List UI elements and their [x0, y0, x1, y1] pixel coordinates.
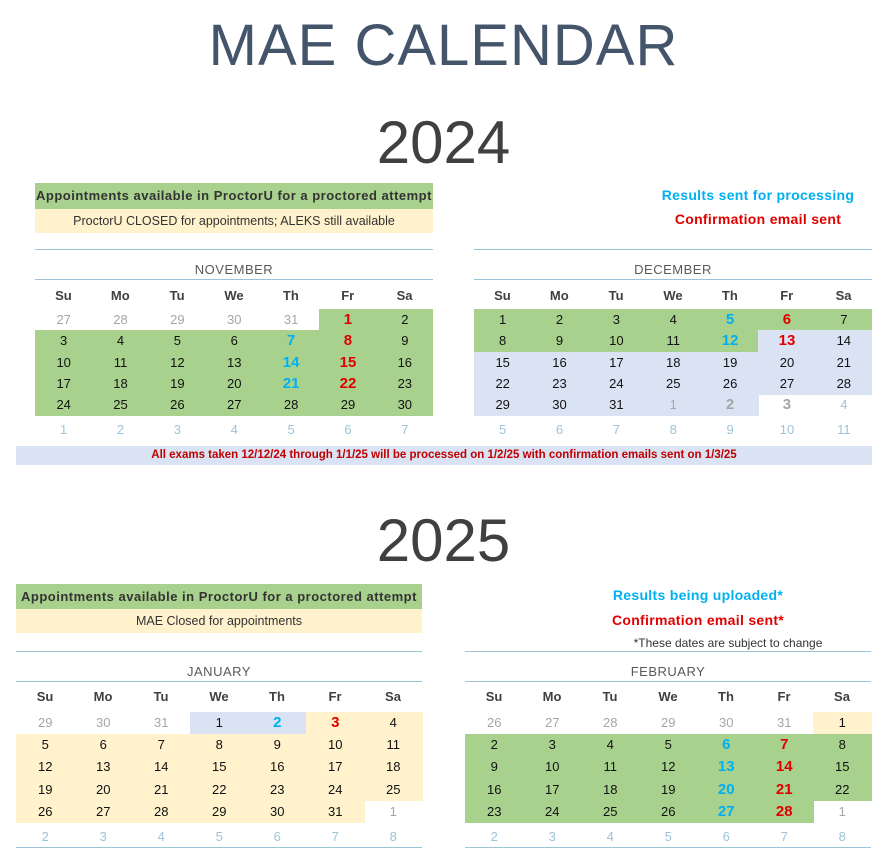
day-cell: 31	[588, 394, 645, 416]
day-cell: 17	[306, 756, 365, 779]
note-results-2025: Results being uploaded*	[612, 587, 784, 603]
day-cell: 29	[190, 801, 249, 824]
day-cell: 12	[16, 756, 75, 779]
weekday-header: Th	[718, 689, 734, 704]
legend-available-2025: Appointments available in ProctorU for a proctored attempt	[16, 584, 422, 610]
day-cell: 4	[645, 309, 702, 331]
day-cell: 9	[376, 330, 433, 352]
day-cell: 24	[306, 779, 365, 802]
day-cell: 30	[96, 715, 111, 730]
day-cell: 4	[230, 421, 238, 437]
day-cell: 5	[287, 421, 295, 437]
day-cell: 1	[813, 712, 872, 735]
day-cell: 16	[465, 779, 524, 802]
day-cell: 7	[132, 734, 191, 757]
day-cell: 3	[523, 734, 582, 757]
day-cell: 27	[206, 394, 263, 416]
day-cell: 7	[262, 330, 319, 352]
day-cell: 16	[248, 756, 307, 779]
day-cell: 1	[645, 394, 702, 416]
day-cell: 17	[588, 352, 645, 374]
weekday-header: Mo	[542, 689, 562, 704]
day-cell: 20	[697, 779, 756, 802]
day-cell: 16	[376, 352, 433, 374]
weekday-header: Su	[55, 288, 72, 303]
day-cell: 29	[170, 312, 185, 327]
day-cell: 27	[697, 801, 756, 824]
weekday-header: We	[224, 288, 244, 303]
day-cell: 20	[758, 352, 815, 374]
day-cell: 31	[283, 312, 299, 327]
calendar-top-rule	[465, 651, 871, 652]
day-cell: 22	[190, 779, 249, 802]
day-cell: 29	[319, 394, 376, 416]
day-cell: 15	[190, 756, 249, 779]
day-cell: 24	[35, 394, 92, 416]
day-cell: 7	[401, 421, 409, 437]
day-cell: 5	[16, 734, 75, 757]
day-cell: 26	[639, 801, 698, 824]
weekday-header: Fr	[341, 288, 355, 303]
day-cell: 4	[606, 829, 614, 844]
day-cell: 1	[60, 421, 68, 437]
weekday-header: Sa	[385, 689, 401, 704]
day-cell: 2	[531, 309, 588, 331]
weekday-header: We	[658, 689, 678, 704]
day-cell: 21	[262, 373, 319, 395]
weekday-header: Fr	[777, 689, 791, 704]
calendar-january	[16, 651, 422, 851]
day-cell: 7	[612, 421, 620, 437]
note-results: Results sent for processing	[661, 187, 855, 203]
day-cell: 10	[779, 421, 795, 437]
day-cell: 2	[376, 309, 433, 331]
day-cell: 29	[661, 715, 676, 730]
day-cell: 4	[157, 829, 165, 844]
weekday-header: Tu	[608, 288, 624, 303]
day-cell: 5	[664, 829, 672, 844]
day-cell: 1	[389, 803, 397, 819]
day-cell: 27	[74, 801, 133, 824]
day-cell: 4	[364, 712, 423, 735]
day-cell: 13	[206, 352, 263, 374]
day-cell: 19	[639, 779, 698, 802]
day-cell: 14	[132, 756, 191, 779]
weekday-header: Th	[721, 288, 738, 303]
day-cell: 6	[206, 330, 263, 352]
day-cell: 14	[755, 756, 814, 779]
weekday-header: We	[209, 689, 229, 704]
day-cell: 2	[465, 734, 524, 757]
day-cell: 23	[248, 779, 307, 802]
day-cell: 8	[669, 421, 677, 437]
day-cell: 11	[92, 352, 149, 374]
weekday-header: Tu	[602, 689, 618, 704]
day-cell: 25	[581, 801, 640, 824]
day-cell: 6	[344, 421, 352, 437]
day-cell: 25	[645, 373, 702, 395]
calendar-bottom-rule	[16, 847, 422, 848]
day-cell: 18	[92, 373, 149, 395]
day-cell: 5	[215, 829, 223, 844]
day-cell: 11	[645, 330, 702, 352]
day-cell: 9	[465, 756, 524, 779]
day-cell: 15	[319, 352, 376, 374]
day-cell: 15	[813, 756, 872, 779]
day-cell: 3	[588, 309, 645, 331]
day-cell: 12	[149, 352, 206, 374]
day-cell: 1	[319, 309, 376, 331]
day-cell: 6	[273, 829, 281, 844]
day-cell: 9	[531, 330, 588, 352]
day-cell: 6	[74, 734, 133, 757]
month-label: FEBRUARY	[630, 664, 706, 679]
day-cell: 4	[92, 330, 149, 352]
day-cell: 17	[523, 779, 582, 802]
day-cell: 17	[35, 373, 92, 395]
day-cell: 6	[555, 421, 564, 437]
day-cell: 19	[16, 779, 75, 802]
day-cell: 31	[154, 715, 169, 730]
day-cell: 30	[248, 801, 307, 824]
legend-available: Appointments available in ProctorU for a proctored attempt	[35, 183, 433, 209]
day-cell: 28	[603, 715, 618, 730]
weekday-header: We	[663, 288, 683, 303]
day-cell: 26	[487, 715, 502, 730]
processing-banner: All exams taken 12/12/24 through 1/1/25 will be processed on 1/2/25 with confirmation emails sent on 1/3/25	[16, 446, 872, 465]
weekday-header: Fr	[328, 689, 342, 704]
day-cell: 29	[38, 715, 53, 730]
day-cell: 5	[701, 309, 758, 331]
calendar-top-rule	[16, 651, 422, 652]
calendar-top-rule	[474, 249, 872, 250]
day-cell: 2	[248, 712, 307, 735]
day-cell: 21	[755, 779, 814, 802]
day-cell: 10	[523, 756, 582, 779]
calendar-november	[35, 249, 433, 444]
day-cell: 28	[113, 312, 128, 327]
day-cell: 30	[719, 715, 734, 730]
day-cell: 3	[306, 712, 365, 735]
day-cell: 30	[227, 312, 242, 327]
day-cell: 24	[588, 373, 645, 395]
day-cell: 5	[499, 421, 507, 437]
day-cell: 22	[319, 373, 376, 395]
day-cell: 13	[74, 756, 133, 779]
day-cell: 15	[474, 352, 531, 374]
day-cell: 8	[813, 734, 872, 757]
day-cell: 3	[782, 396, 792, 414]
day-cell: 22	[813, 779, 872, 802]
weekday-header: Sa	[834, 689, 850, 704]
calendar-february	[465, 651, 871, 851]
note-subject-to-change: *These dates are subject to change	[633, 636, 823, 650]
day-cell: 7	[331, 829, 339, 844]
month-rule	[474, 279, 872, 280]
day-cell: 24	[523, 801, 582, 824]
day-cell: 11	[364, 734, 423, 757]
day-cell: 26	[149, 394, 206, 416]
day-cell: 6	[722, 829, 730, 844]
weekday-header: Mo	[93, 689, 113, 704]
day-cell: 1	[474, 309, 531, 331]
day-cell: 8	[389, 829, 397, 844]
day-cell: 13	[697, 756, 756, 779]
day-cell: 7	[755, 734, 814, 757]
day-cell: 23	[465, 801, 524, 824]
day-cell: 26	[16, 801, 75, 824]
day-cell: 30	[531, 394, 588, 416]
calendar-top-rule	[35, 249, 433, 250]
day-cell: 18	[364, 756, 423, 779]
month-rule	[35, 279, 433, 280]
weekday-header: Fr	[780, 288, 794, 303]
day-cell: 10	[306, 734, 365, 757]
day-cell: 1	[838, 803, 846, 819]
day-cell: 27	[545, 715, 560, 730]
day-cell: 3	[99, 829, 107, 844]
day-cell: 18	[581, 779, 640, 802]
weekday-header: Tu	[153, 689, 169, 704]
day-cell: 1	[190, 712, 249, 735]
page-title: MAE CALENDAR	[208, 13, 679, 78]
day-cell: 29	[474, 394, 531, 416]
day-cell: 13	[758, 330, 815, 352]
day-cell: 19	[701, 352, 758, 374]
day-cell: 3	[548, 829, 556, 844]
day-cell: 2	[701, 394, 758, 416]
day-cell: 2	[490, 829, 498, 844]
note-confirmation-2025: Confirmation email sent*	[611, 612, 785, 628]
day-cell: 8	[319, 330, 376, 352]
day-cell: 3	[35, 330, 92, 352]
day-cell: 9	[726, 421, 734, 437]
weekday-header: Sa	[835, 288, 852, 303]
day-cell: 19	[149, 373, 206, 395]
day-cell: 25	[92, 394, 149, 416]
legend-closed-2025: MAE Closed for appointments	[16, 609, 422, 633]
day-cell: 7	[815, 309, 872, 331]
day-cell: 2	[41, 829, 49, 844]
day-cell: 27	[758, 373, 815, 395]
day-cell: 6	[758, 309, 815, 331]
day-cell: 20	[206, 373, 263, 395]
day-cell: 8	[190, 734, 249, 757]
day-cell: 4	[581, 734, 640, 757]
day-cell: 28	[132, 801, 191, 824]
weekday-header: Sa	[396, 288, 413, 303]
day-cell: 7	[780, 829, 788, 844]
weekday-header: Mo	[110, 288, 130, 303]
day-cell: 4	[840, 397, 848, 413]
day-cell: 25	[364, 779, 423, 802]
day-cell: 27	[56, 312, 71, 327]
day-cell: 11	[837, 421, 851, 437]
weekday-header: Su	[494, 288, 511, 303]
year-heading-2024: 2024	[376, 109, 511, 176]
day-cell: 12	[701, 330, 758, 352]
day-cell: 22	[474, 373, 531, 395]
weekday-header: Mo	[549, 288, 569, 303]
note-confirmation: Confirmation email sent	[674, 211, 842, 227]
day-cell: 30	[376, 394, 433, 416]
month-rule	[16, 681, 422, 682]
weekday-header: Tu	[169, 288, 185, 303]
day-cell: 28	[755, 801, 814, 824]
day-cell: 21	[815, 352, 872, 374]
weekday-header: Su	[485, 689, 503, 704]
day-cell: 14	[262, 352, 319, 374]
day-cell: 2	[116, 421, 125, 437]
month-label: JANUARY	[187, 664, 251, 679]
day-cell: 21	[132, 779, 191, 802]
day-cell: 26	[701, 373, 758, 395]
day-cell: 23	[376, 373, 433, 395]
day-cell: 12	[639, 756, 698, 779]
month-rule	[465, 681, 871, 682]
day-cell: 5	[639, 734, 698, 757]
year-heading-2025: 2025	[376, 507, 511, 574]
day-cell: 11	[581, 756, 640, 779]
day-cell: 3	[173, 421, 181, 437]
calendar-december	[474, 249, 872, 444]
day-cell: 6	[697, 734, 756, 757]
day-cell: 31	[777, 715, 792, 730]
day-cell: 31	[306, 801, 365, 824]
day-cell: 10	[588, 330, 645, 352]
day-cell: 28	[815, 373, 872, 395]
day-cell: 9	[248, 734, 307, 757]
day-cell: 20	[74, 779, 133, 802]
weekday-header: Th	[269, 689, 285, 704]
day-cell: 10	[35, 352, 92, 374]
calendar-bottom-rule	[465, 847, 871, 848]
month-label: NOVEMBER	[194, 262, 274, 277]
day-cell: 18	[645, 352, 702, 374]
day-cell: 28	[262, 394, 319, 416]
legend-closed: ProctorU CLOSED for appointments; ALEKS still available	[35, 209, 433, 233]
day-cell: 8	[838, 829, 846, 844]
day-cell: 23	[531, 373, 588, 395]
day-cell: 8	[474, 330, 531, 352]
day-cell: 16	[531, 352, 588, 374]
weekday-header: Su	[36, 689, 54, 704]
weekday-header: Th	[282, 288, 299, 303]
day-cell: 5	[149, 330, 206, 352]
month-label: DECEMBER	[634, 262, 712, 277]
day-cell: 14	[815, 330, 872, 352]
